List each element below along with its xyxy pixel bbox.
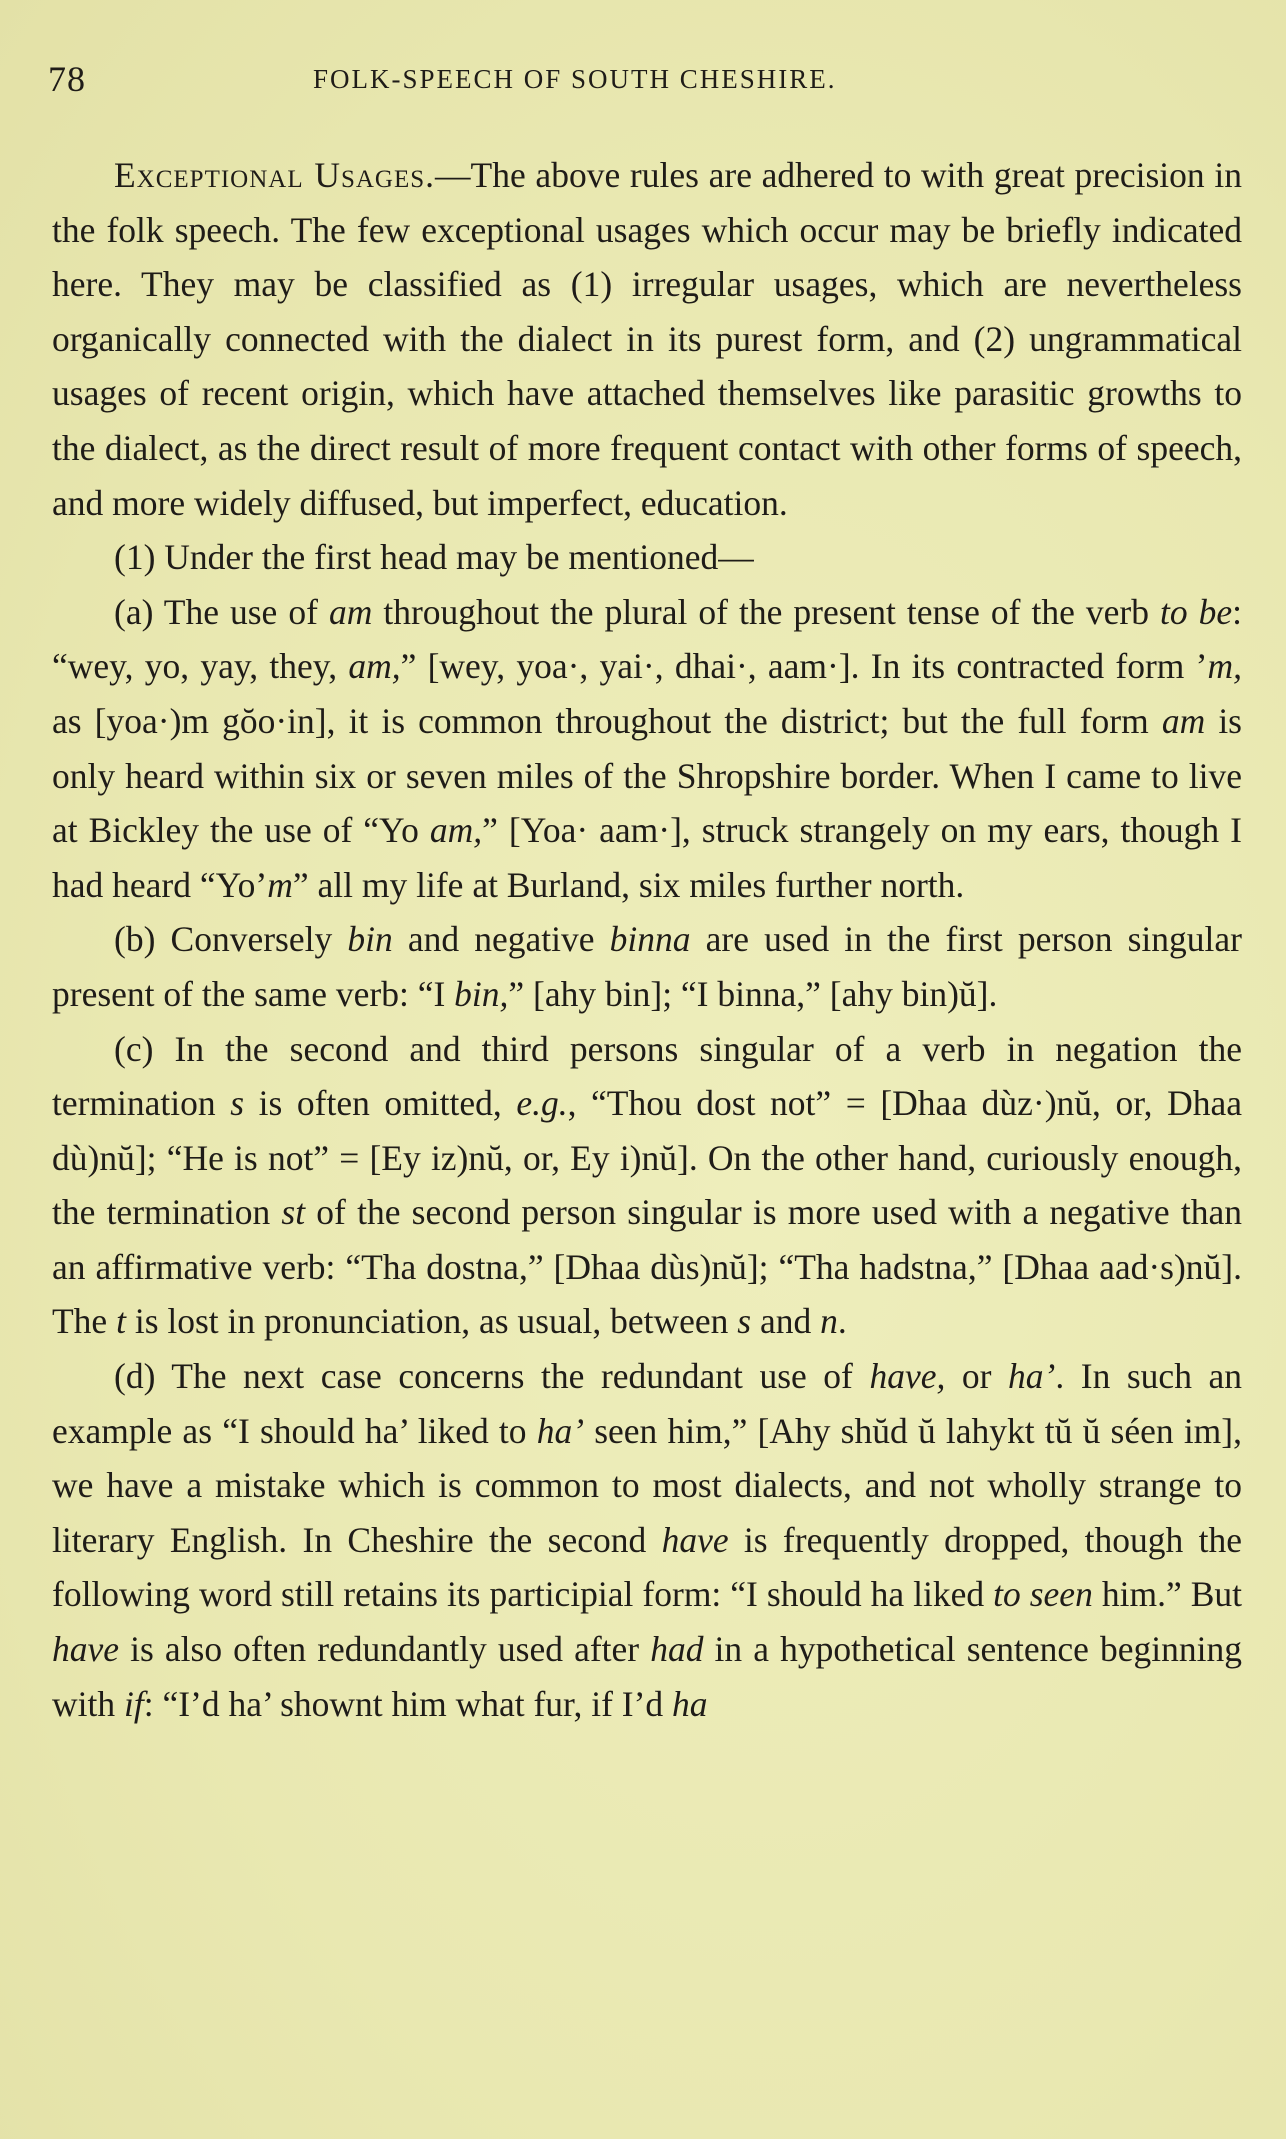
italic-span: if (124, 1683, 144, 1724)
italic-span: have (661, 1519, 729, 1560)
text-span: is often omitted, (244, 1083, 517, 1124)
running-title: FOLK-SPEECH OF SOUTH CHESHIRE. (313, 64, 837, 94)
text-span: him.” But (1092, 1574, 1243, 1615)
italic-span: n (820, 1301, 838, 1342)
text-span: , “Thou dost not” = [Dhaa dùz·)nŭ, or, Dhaa dù)nŭ]; “He is not” = [Ey iz)nŭ, or, Ey i)nŭ]. On the other hand, curiously enough, the termination (52, 1083, 1242, 1233)
italic-span: am (1161, 700, 1206, 741)
italic-span: bin (347, 919, 393, 960)
paragraph-c (52, 1022, 1242, 1350)
text-span: is lost in pronunciation, as usual, between (125, 1301, 738, 1342)
text-span: : “wey, yo, yay, they, (52, 591, 1243, 687)
paragraph-b (52, 912, 1242, 1021)
text-span: : “I’d ha’ shownt him what fur, if I’d (143, 1683, 673, 1724)
text-span: (c) In the second and third persons singular of a verb in negation the termination (52, 1028, 1242, 1124)
italic-span: have (52, 1629, 120, 1670)
italic-span: m, (1207, 646, 1242, 687)
italic-span: binna (609, 919, 691, 960)
italic-span: st (281, 1192, 306, 1233)
page-header (48, 58, 1242, 102)
italic-span: to be (1159, 591, 1233, 632)
text-span: seen him,” [Ahy shŭd ŭ lahykt tŭ ŭ séen im], we have a mistake which is common to most dialects, and not wholly strange to literary English. In Cheshire the second (52, 1410, 1242, 1560)
italic-span: ha (672, 1683, 708, 1724)
italic-span: m (267, 864, 293, 905)
italic-span: have, (869, 1356, 946, 1397)
text-span: are used in the first person singular present of the same verb: “I (52, 919, 1242, 1014)
paragraph-first-head (52, 530, 1242, 585)
paragraph-d (52, 1349, 1242, 1731)
text-span: or (945, 1356, 1008, 1397)
section-heading: Exceptional Usages. (114, 155, 436, 195)
paragraph-exceptional-usages (52, 148, 1242, 530)
italic-span: had (650, 1629, 704, 1670)
paragraph-a (52, 585, 1242, 913)
italic-span: am (328, 591, 373, 632)
text-span: (d) The next case concerns the redundant use of (114, 1356, 870, 1397)
page-number: 78 (48, 59, 86, 99)
text-span: is only heard within six or seven miles of the Shropshire border. When I came to live at Bickley the use of “Yo (52, 700, 1242, 851)
text-span: ” [wey, yoa·, yai·, dhai·, aam·]. In its contracted form ’ (400, 646, 1208, 687)
text-span: . In such an example as “I should ha’ liked to (52, 1356, 1242, 1451)
text-span: as [yoa·)m gŏo·in], it is common throughout the district; but the full form (52, 700, 1162, 741)
text-span: (1) Under the first head may be mentioned— (114, 537, 754, 578)
text-span: ” [Yoa· aam·], struck strangely on my ears, though I had heard “Yo’ (52, 810, 1242, 905)
text-span: ” all my life at Burland, six miles further north. (292, 864, 965, 905)
italic-span: to seen (993, 1574, 1093, 1615)
italic-span: am, (348, 646, 401, 687)
text-span: in a hypothetical sentence beginning with (52, 1629, 1242, 1724)
text-span: (a) The use of (114, 591, 329, 632)
body-text (52, 148, 1242, 1731)
text-span: (b) Conversely (114, 919, 348, 960)
italic-span: t (116, 1301, 126, 1342)
text-span: and negative (392, 919, 610, 960)
text-span: is frequently dropped, though the following word still retains its participial form: “I should ha liked (52, 1519, 1242, 1615)
italic-span: e.g. (516, 1083, 568, 1124)
text-span: —The above rules are adhered to with great precision in the folk speech. The few exceptional usages which occur may be briefly indicated here. They may be classified as (1) irregular usages, which are nevertheless organically connected with the dialect in its purest form, and (2) ungrammatical usages of recent origin, which have attached themselves like parasitic growths to the dialect, as the direct result of more frequent contact with other forms of speech, and more widely diffused, but imperfect, education. (52, 155, 1242, 523)
italic-span: bin, (454, 973, 509, 1014)
italic-span: s (230, 1083, 245, 1124)
italic-span: ha’ (536, 1410, 585, 1451)
italic-span: s (737, 1301, 752, 1342)
italic-span: ha’ (1008, 1356, 1056, 1397)
text-span: . (837, 1301, 847, 1342)
text-span: is also often redundantly used after (119, 1629, 651, 1670)
italic-span: am, (429, 810, 483, 851)
text-span: ” [ahy bin]; “I binna,” [ahy bin)ŭ]. (508, 973, 998, 1014)
text-span: of the second person singular is more used with a negative than an affirmative verb: “Tha dostna,” [Dhaa dùs)nŭ]; “Tha hadstna,” [Dhaa aad·s)nŭ]. The (52, 1192, 1242, 1342)
text-span: throughout the plural of the present tense of the verb (372, 591, 1160, 632)
text-span: and (751, 1301, 821, 1342)
